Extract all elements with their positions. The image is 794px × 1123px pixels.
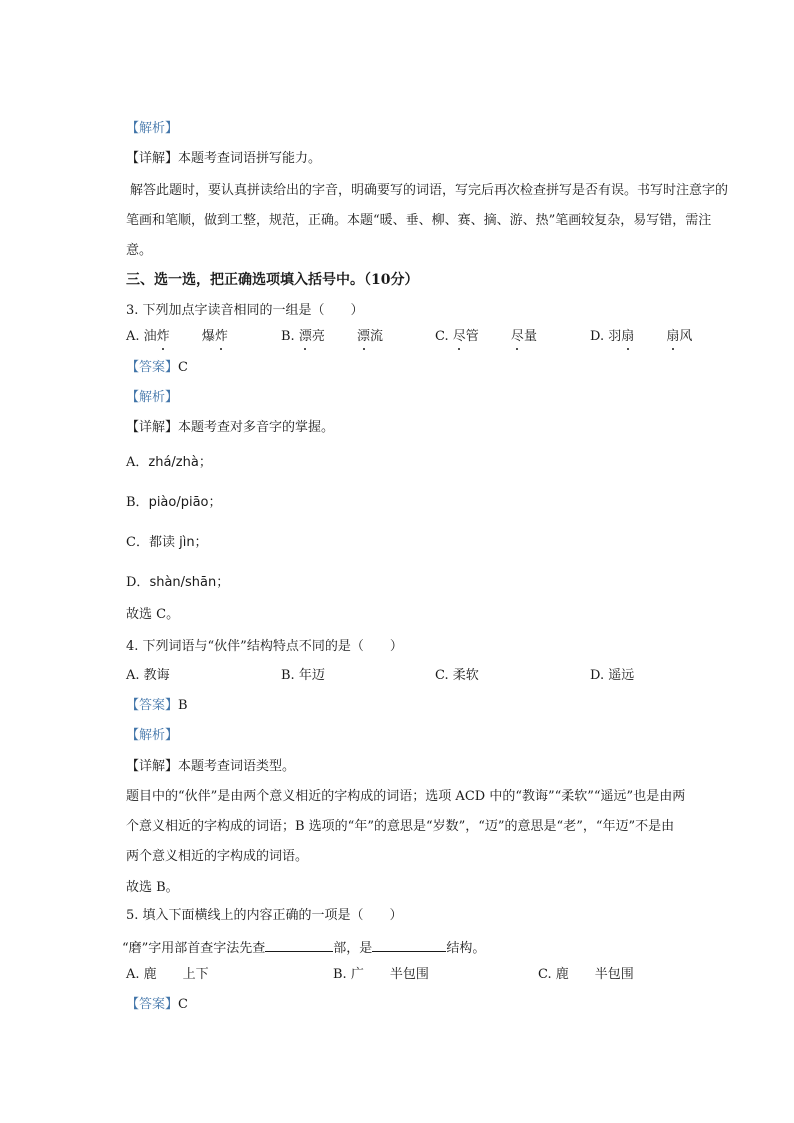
q4-detail	[126, 758, 295, 776]
section-3-title: 三、选一选，把正确选项填入括号中。（10分）	[126, 272, 419, 288]
q3-detail-tag: 【详解】	[126, 420, 179, 435]
q3-option-c: C. 尽管 尽量	[435, 329, 537, 344]
q5-option-a: A. 鹿 上下	[126, 967, 209, 982]
q2-paragraph-line-1: 解答此题时，要认真拼读给出的字音，明确要写的词语，写完后再次检查拼写是否有误。书写时注意字的	[130, 183, 729, 198]
q4-conclusion: 故选 B。	[126, 880, 179, 895]
q4-stem: 4. 下列词语与“伙伴”结构特点不同的是（ ）	[126, 639, 403, 654]
emphasis-dot-char: 炸	[214, 329, 228, 344]
q3-explain-d: D．shàn/shān；	[126, 575, 230, 590]
q3-answer	[126, 359, 188, 377]
q5-option-b: B. 广 半包围	[333, 967, 429, 982]
q5-stem: 5. 填入下面横线上的内容正确的一项是（ ）	[126, 908, 403, 923]
q3-explain-a: A．zhá/zhà；	[126, 455, 212, 470]
emphasis-dot-char: 尽	[452, 329, 466, 344]
q3-option-b: B. 漂亮 漂流	[281, 329, 384, 344]
q2-detail-tag: 【详解】	[126, 151, 179, 166]
emphasis-dot-char: 尽	[510, 329, 524, 344]
q2-detail	[126, 150, 321, 168]
emphasis-dot-char: 漂	[357, 329, 371, 344]
q5-option-c: C. 鹿 半包围	[538, 967, 634, 982]
q4-detail-tag: 【详解】	[126, 759, 179, 774]
q3-answer-tag: 【答案】	[126, 360, 179, 375]
q4-option-b: B. 年迈	[281, 668, 325, 683]
q3-stem: 3. 下列加点字读音相同的一组是（ ）	[126, 303, 364, 318]
blank-line	[372, 937, 446, 952]
q4-answer	[126, 697, 188, 715]
q4-paragraph-line-2: 个意义相近的字构成的词语；B 选项的“年”的意思是“岁数”，“迈”的意思是“老”，“年迈”不是由	[126, 819, 675, 834]
q4-answer-value: B	[178, 698, 188, 713]
emphasis-dot-char: 炸	[156, 329, 170, 344]
q4-detail-text: 本题考查词语类型。	[178, 759, 296, 774]
q2-detail-text: 本题考查词语拼写能力。	[178, 151, 322, 166]
q3-explain-c: C．都读 jìn；	[126, 535, 208, 550]
q5-answer-value: C	[178, 997, 188, 1012]
q2-paragraph-line-2: 笔画和笔顺，做到工整，规范，正确。本题“暖、垂、柳、赛、摘、游、热”笔画较复杂，易写错，需注	[126, 213, 712, 228]
q4-option-c: C. 柔软	[435, 668, 479, 683]
q5-answer-tag: 【答案】	[126, 997, 179, 1012]
q5-fill-sentence: “磨”字用部首查字法先查 部，是 结构。	[122, 937, 485, 958]
q3-detail-text: 本题考查对多音字的掌握。	[178, 420, 335, 435]
q4-option-d: D. 遥远	[590, 668, 635, 683]
q4-answer-tag: 【答案】	[126, 698, 179, 713]
q4-option-a: A. 教诲	[126, 668, 170, 683]
q3-option-a: A. 油炸 爆炸	[126, 329, 228, 344]
q4-analysis-tag: 【解析】	[126, 728, 179, 743]
q3-conclusion: 故选 C。	[126, 607, 180, 622]
q3-explain-b: B．piào/piāo；	[126, 495, 222, 510]
q5-answer	[126, 996, 188, 1014]
q2-paragraph-line-3: 意。	[126, 243, 153, 258]
emphasis-dot-char: 扇	[666, 329, 680, 344]
q4-paragraph-line-3: 两个意义相近的字构成的词语。	[126, 849, 309, 864]
q4-paragraph-line-1: 题目中的“伙伴”是由两个意义相近的字构成的词语；选项 ACD 中的“教诲”“柔软”“遥远”也是由两	[126, 789, 686, 804]
emphasis-dot-char: 扇	[621, 329, 635, 344]
q3-analysis-tag: 【解析】	[126, 390, 179, 405]
q2-analysis-tag: 【解析】	[126, 121, 179, 136]
emphasis-dot-char: 漂	[298, 329, 312, 344]
q3-answer-value: C	[178, 360, 188, 375]
q3-option-d: D. 羽扇 扇风	[590, 329, 693, 344]
q3-detail	[126, 419, 334, 437]
blank-line	[265, 937, 333, 952]
